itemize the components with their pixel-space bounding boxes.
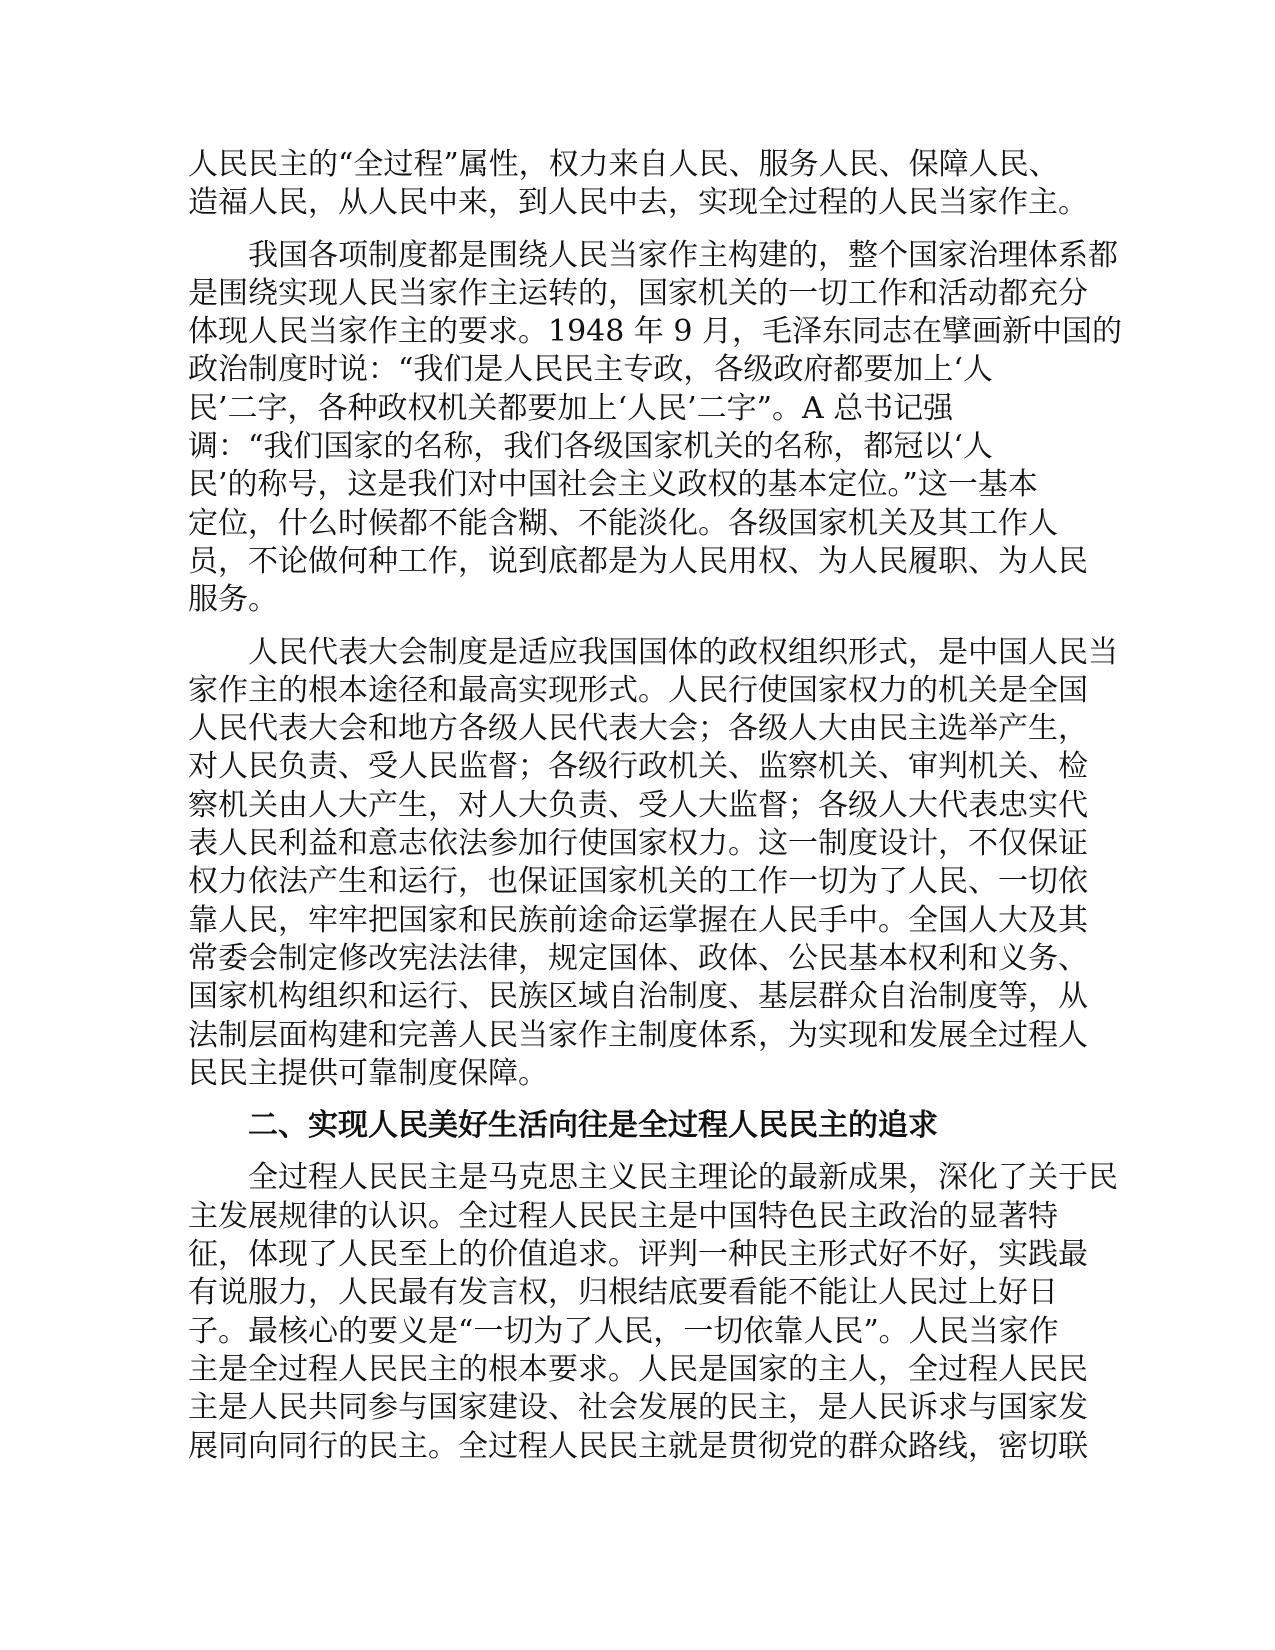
text-line: 体现人民当家作主的要求。1948 年 9 月，毛泽东同志在擘画新中国的 bbox=[188, 314, 1123, 350]
text-line: 征，体现了人民至上的价值追求。评判一种民主形式好不好，实践最 bbox=[188, 1237, 1088, 1273]
text-line: 民’二字，各种政权机关都要加上‘人民’二字”。A 总书记强 bbox=[188, 390, 954, 426]
section-heading bbox=[188, 1107, 1078, 1145]
text-line: 国家机构组织和运行、民族区域自治制度、基层群众自治制度等，从 bbox=[188, 979, 1088, 1015]
text-line: 民民主提供可靠制度保障。 bbox=[188, 1055, 548, 1091]
text-line: 是围绕实现人民当家作主运转的，国家机关的一切工作和活动都充分 bbox=[188, 275, 1088, 311]
text-line: 政治制度时说：“我们是人民民主专政，各级政府都要加上‘人 bbox=[188, 352, 993, 388]
text-line: 家作主的根本途径和最高实现形式。人民行使国家权力的机关是全国 bbox=[188, 672, 1088, 708]
text-line: 我国各项制度都是围绕人民当家作主构建的，整个国家治理体系都 bbox=[188, 237, 1118, 273]
text-line: 人民代表大会制度是适应我国国体的政权组织形式，是中国人民当 bbox=[188, 634, 1118, 670]
text-line: 察机关由人大产生，对人大负责、受人大监督；各级人大代表忠实代 bbox=[188, 787, 1088, 823]
text-line: 表人民利益和意志依法参加行使国家权力。这一制度设计，不仅保证 bbox=[188, 826, 1088, 862]
text-line: 民’的称号，这是我们对中国社会主义政权的基本定位。”这一基本 bbox=[188, 467, 1038, 503]
text-line: 员，不论做何种工作，说到底都是为人民用权、为人民履职、为人民 bbox=[188, 543, 1088, 579]
text-line: 有说服力，人民最有发言权，归根结底要看能不能让人民过上好日 bbox=[188, 1275, 1058, 1311]
text-line: 调：“我们国家的名称，我们各级国家机关的名称，都冠以‘人 bbox=[188, 429, 993, 465]
text-line: 对人民负责、受人民监督；各级行政机关、监察机关、审判机关、检 bbox=[188, 749, 1088, 785]
text-line: 全过程人民民主是马克思主义民主理论的最新成果，深化了关于民 bbox=[188, 1160, 1118, 1196]
text-line: 权力依法产生和运行，也保证国家机关的工作一切为了人民、一切依 bbox=[188, 864, 1088, 900]
text-line: 主是人民共同参与国家建设、社会发展的民主，是人民诉求与国家发 bbox=[188, 1390, 1088, 1426]
text-line: 主是全过程人民民主的根本要求。人民是国家的主人，全过程人民民 bbox=[188, 1351, 1088, 1387]
text-line: 展同向同行的民主。全过程人民民主就是贯彻党的群众路线，密切联 bbox=[188, 1428, 1088, 1464]
section-heading-text: 二、实现人民美好生活向往是全过程人民民主的追求 bbox=[188, 1108, 938, 1144]
page-body bbox=[188, 146, 1123, 1480]
text-line: 人民代表大会和地方各级人民代表大会；各级人大由民主选举产生， bbox=[188, 711, 1088, 747]
paragraph-4 bbox=[188, 1159, 1118, 1465]
text-line: 定位，什么时候都不能含糊、不能淡化。各级国家机关及其工作人 bbox=[188, 505, 1058, 541]
text-line: 服务。 bbox=[188, 582, 278, 618]
text-line: 常委会制定修改宪法法律，规定国体、政体、公民基本权利和义务、 bbox=[188, 940, 1088, 976]
paragraph-3 bbox=[188, 634, 1118, 1094]
paragraph-2 bbox=[188, 237, 1123, 620]
text-line: 造福人民，从人民中来，到人民中去，实现全过程的人民当家作主。 bbox=[188, 185, 1088, 221]
text-line: 人民民主的“全过程”属性，权力来自人民、服务人民、保障人民、 bbox=[188, 147, 1059, 182]
text-line: 子。最核心的要义是“一切为了人民，一切依靠人民”。人民当家作 bbox=[188, 1313, 1059, 1349]
paragraph-1 bbox=[188, 146, 1088, 223]
text-line: 靠人民，牢牢把国家和民族前途命运掌握在人民手中。全国人大及其 bbox=[188, 902, 1088, 938]
text-line: 主发展规律的认识。全过程人民民主是中国特色民主政治的显著特 bbox=[188, 1198, 1058, 1234]
text-line: 法制层面构建和完善人民当家作主制度体系，为实现和发展全过程人 bbox=[188, 1017, 1088, 1053]
